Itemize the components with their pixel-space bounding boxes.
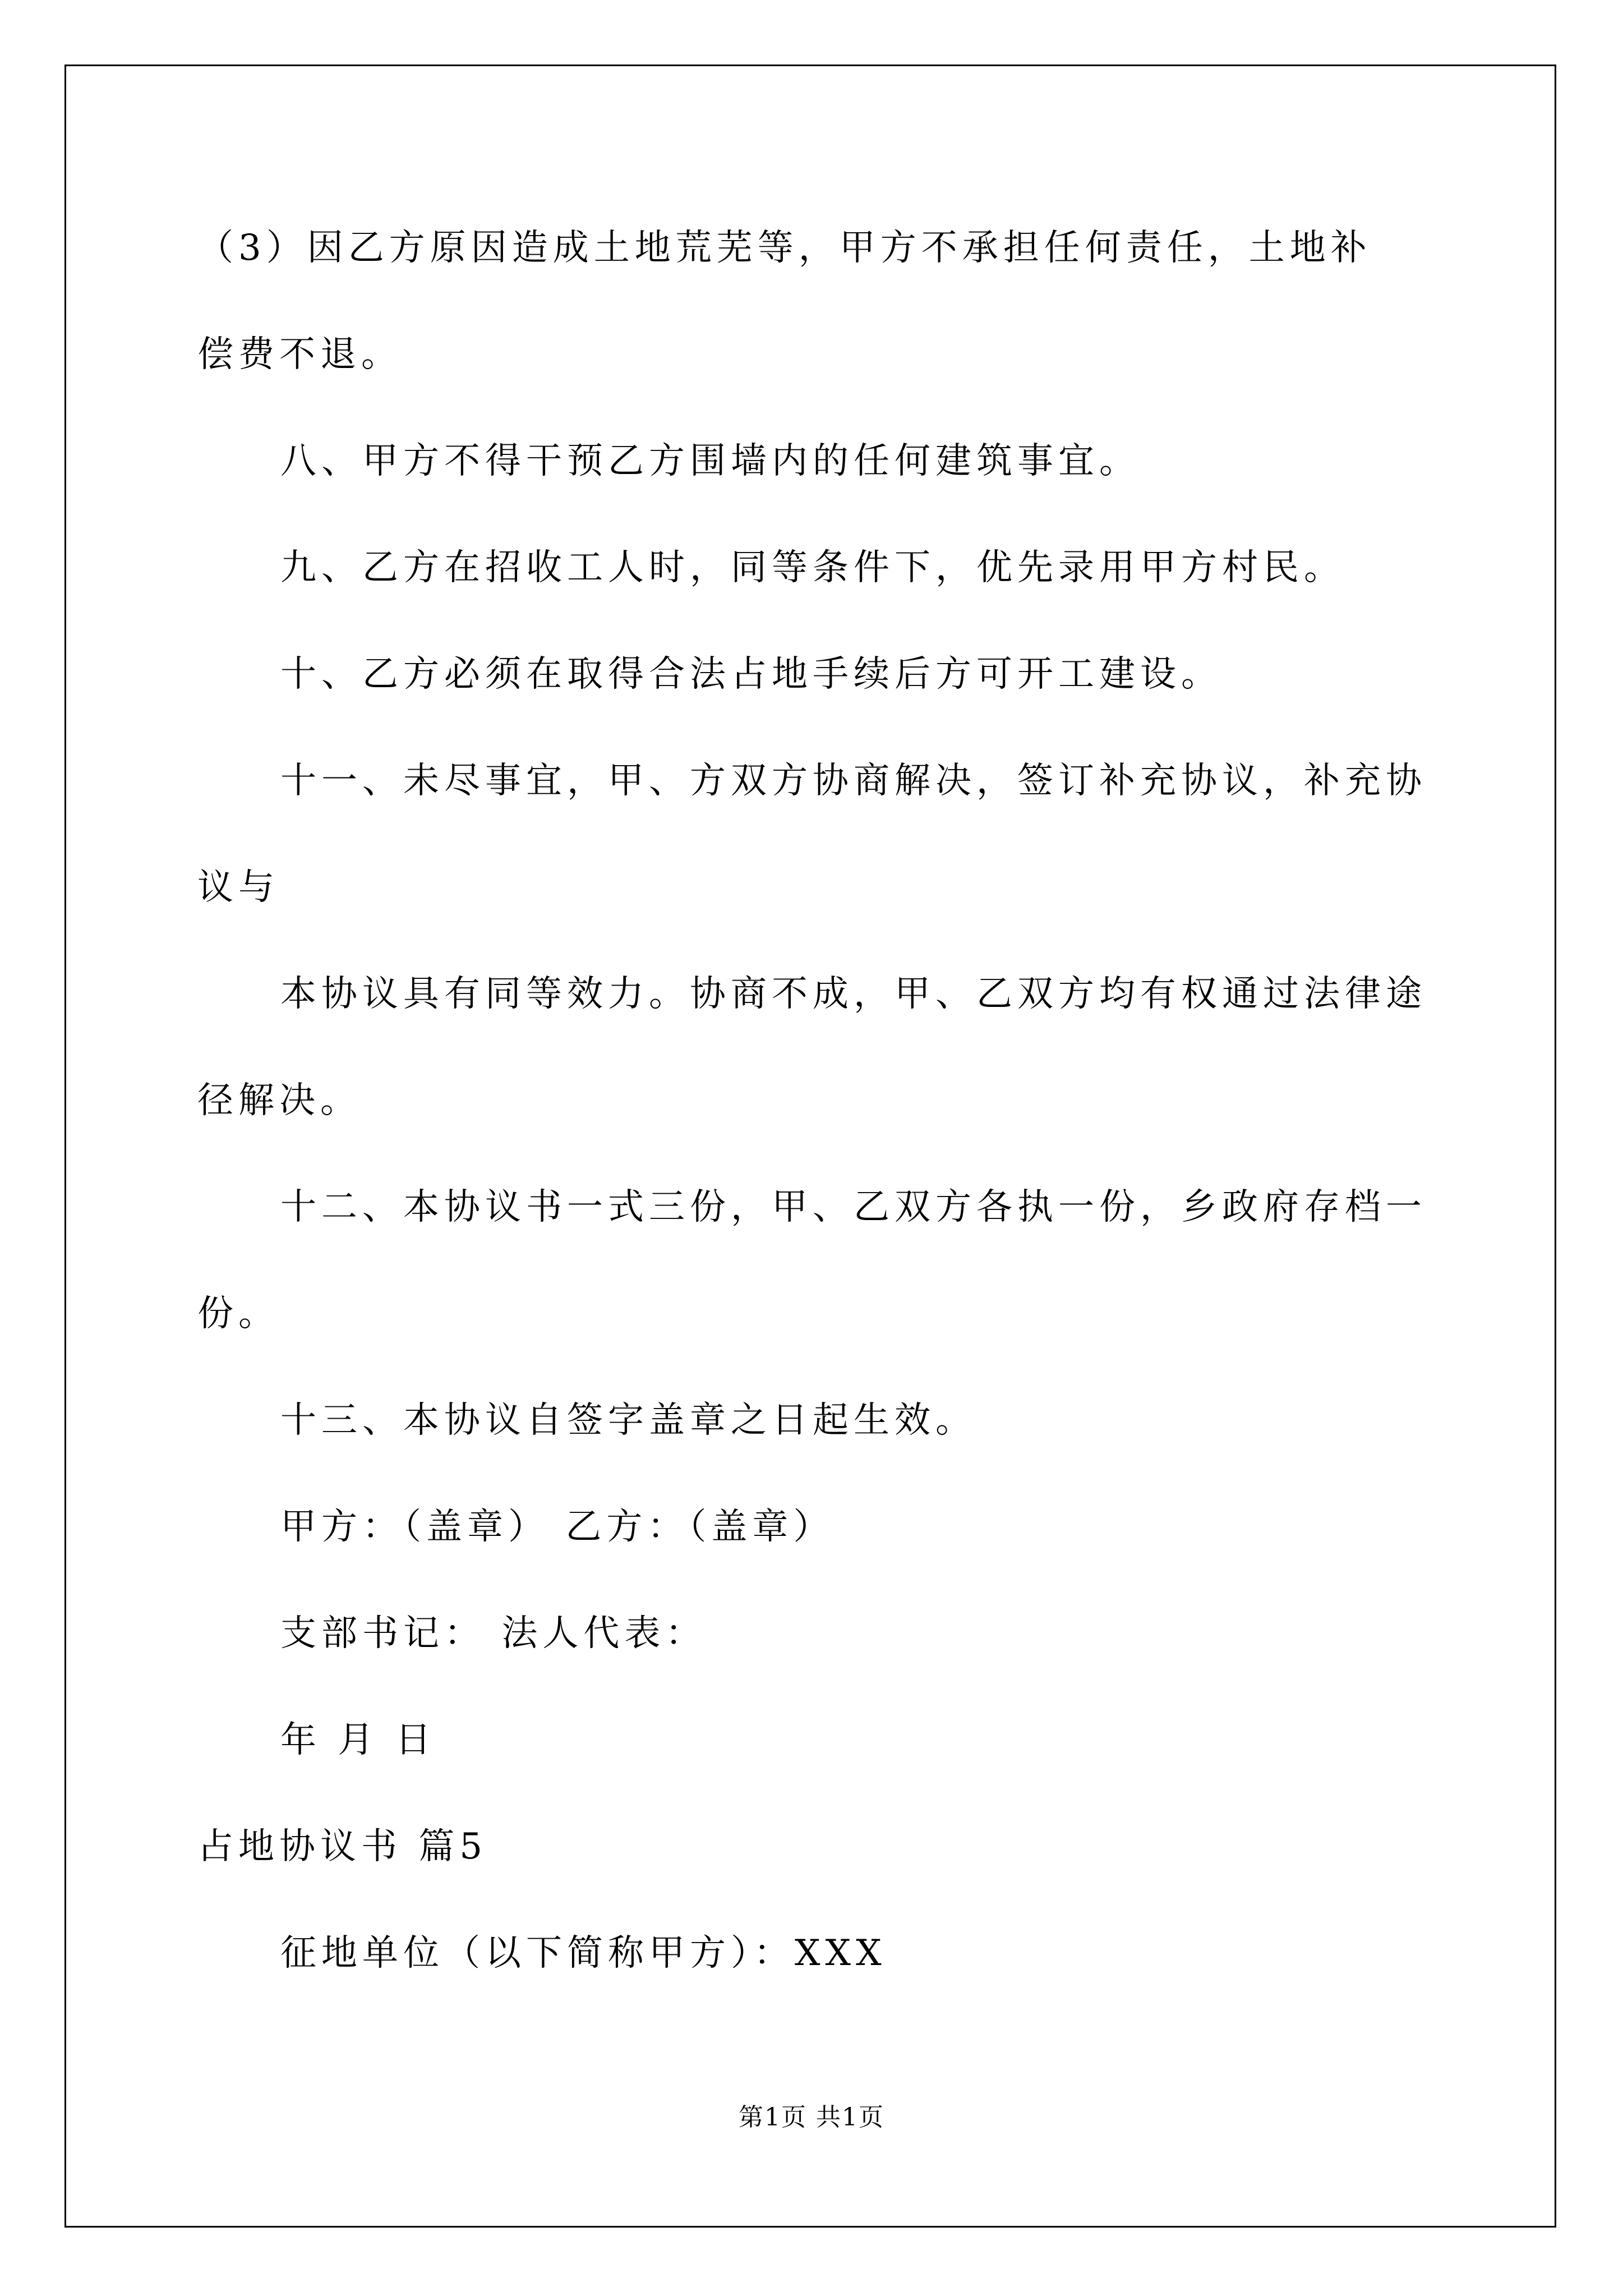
date-line: 年 月 日 — [280, 1719, 436, 1761]
paragraph-line: 十三、本协议自签字盖章之日起生效。 — [280, 1400, 976, 1441]
paragraph-line: 征地单位（以下简称甲方）：XXX — [280, 1932, 887, 1974]
paragraph-line: 偿费不退。 — [197, 334, 402, 375]
signature-line: 支部书记： 法人代表： — [280, 1613, 707, 1654]
paragraph-line: 八、甲方不得干预乙方围墙内的任何建筑事宜。 — [280, 440, 1140, 482]
page-footer: 第1页 共1页 — [739, 2103, 884, 2132]
paragraph-line: （3）因乙方原因造成土地荒芜等，甲方不承担任何责任，土地补 — [197, 227, 1372, 269]
paragraph-line: 十一、未尽事宜，甲、方双方协商解决，签订补充协议，补充协 — [280, 760, 1427, 802]
paragraph-line: 径解决。 — [197, 1080, 361, 1121]
paragraph-line: 本协议具有同等效力。协商不成，甲、乙双方均有权通过法律途 — [280, 973, 1427, 1015]
section-heading: 占地协议书 篇5 — [197, 1826, 488, 1867]
paragraph-line: 十二、本协议书一式三份，甲、乙双方各执一份，乡政府存档一 — [280, 1186, 1427, 1228]
page-border — [64, 65, 1556, 2228]
paragraph-line: 份。 — [197, 1293, 279, 1335]
signature-line: 甲方：（盖章） 乙方：（盖章） — [280, 1506, 834, 1548]
paragraph-line: 十、乙方必须在取得合法占地手续后方可开工建设。 — [280, 654, 1222, 695]
paragraph-line: 议与 — [197, 867, 279, 908]
paragraph-line: 九、乙方在招收工人时，同等条件下，优先录用甲方村民。 — [280, 547, 1345, 588]
